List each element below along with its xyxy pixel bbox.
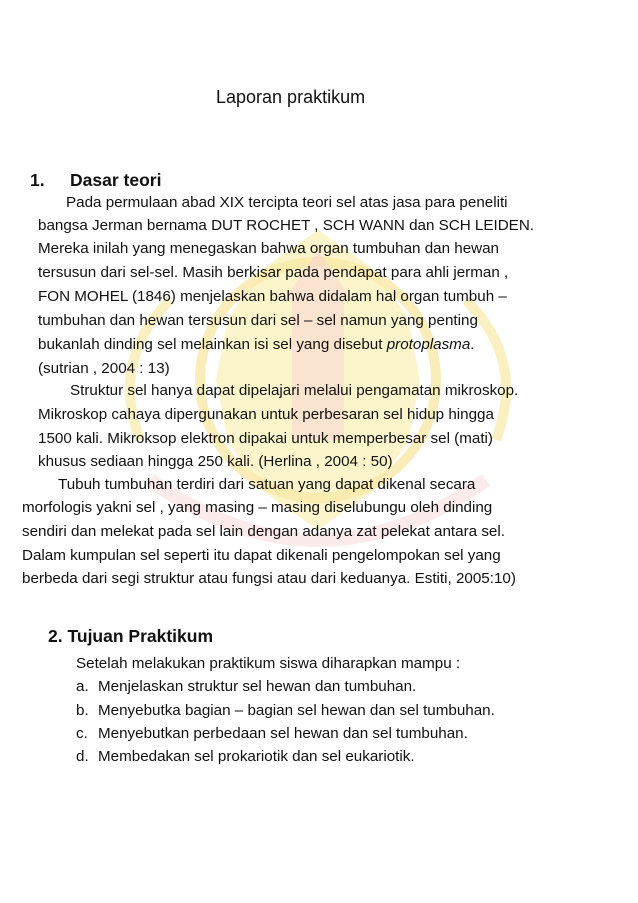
paragraph-line: tumbuhan dan hewan tersusun dari sel – sel namun yang penting [38,312,478,329]
list-item [76,724,468,744]
list-item [76,747,415,767]
italic-suffix: . [470,336,475,353]
paragraph-line: Mereka inilah yang menegaskan bahwa organ tumbuhan dan hewan [38,240,500,257]
paragraph-line: sendiri dan melekat pada sel lain dengan adanya zat pelekat antara sel. [22,523,505,540]
paragraph-line: khusus sediaan hingga 250 kali. (Herlina , 2004 : 50) [38,453,393,470]
list-marker: c. [76,725,88,742]
list-item [76,701,495,721]
list-item-text: Menjelaskan struktur sel hewan dan tumbuhan. [98,678,417,695]
list-item [76,677,416,697]
list-marker: a. [76,678,89,695]
section-2-intro: Setelah melakukan praktikum siswa diharapkan mampu : [76,655,461,672]
section-1-number: 1. [30,170,45,190]
paragraph-line: berbeda dari segi struktur atau fungsi atau dari keduanya. Estiti, 2005:10) [22,570,516,587]
page-title: Laporan praktikum [216,87,366,107]
section-2-number: 2. [48,626,63,646]
section-2-title: Tujuan Praktikum [67,626,214,646]
italic-term: protoplasma [386,336,471,353]
paragraph-line-text: bukanlah dinding sel melainkan isi sel yang disebut [38,336,387,353]
paragraph-line: Tubuh tumbuhan terdiri dari satuan yang dapat dikenal secara [58,476,476,493]
paragraph-line: Struktur sel hanya dapat dipelajari melalui pengamatan mikroskop. [70,382,519,399]
section-2-heading [48,624,213,648]
section-1-heading [30,168,161,192]
list-item-text: Menyebutka bagian – bagian sel hewan dan sel tumbuhan. [98,702,495,719]
list-marker: b. [76,702,89,719]
paragraph-line: morfologis yakni sel , yang masing – masing diselubungu oleh dinding [22,499,493,516]
paragraph-line: bangsa Jerman bernama DUT ROCHET , SCH WANN dan SCH LEIDEN. [38,217,535,234]
paragraph-line [38,335,475,355]
paragraph-line: Mikroskop cahaya dipergunakan untuk perbesaran sel hidup hingga [38,406,494,423]
list-marker: d. [76,748,89,765]
paragraph-line: Dalam kumpulan sel seperti itu dapat dikenali pengelompokan sel yang [22,547,501,564]
list-item-text: Menyebutkan perbedaan sel hewan dan sel tumbuhan. [98,725,468,742]
paragraph-line: Pada permulaan abad XIX tercipta teori sel atas jasa para peneliti [66,194,508,211]
section-1-title: Dasar teori [70,170,162,190]
paragraph-line: 1500 kali. Mikroksop elektron dipakai untuk memperbesar sel (mati) [38,430,493,447]
citation-line: (sutrian , 2004 : 13) [38,360,170,377]
list-item-text: Membedakan sel prokariotik dan sel eukariotik. [98,748,415,765]
paragraph-line: FON MOHEL (1846) menjelaskan bahwa didalam hal organ tumbuh – [38,288,507,305]
paragraph-line: tersusun dari sel-sel. Masih berkisar pada pendapat para ahli jerman , [38,264,509,281]
